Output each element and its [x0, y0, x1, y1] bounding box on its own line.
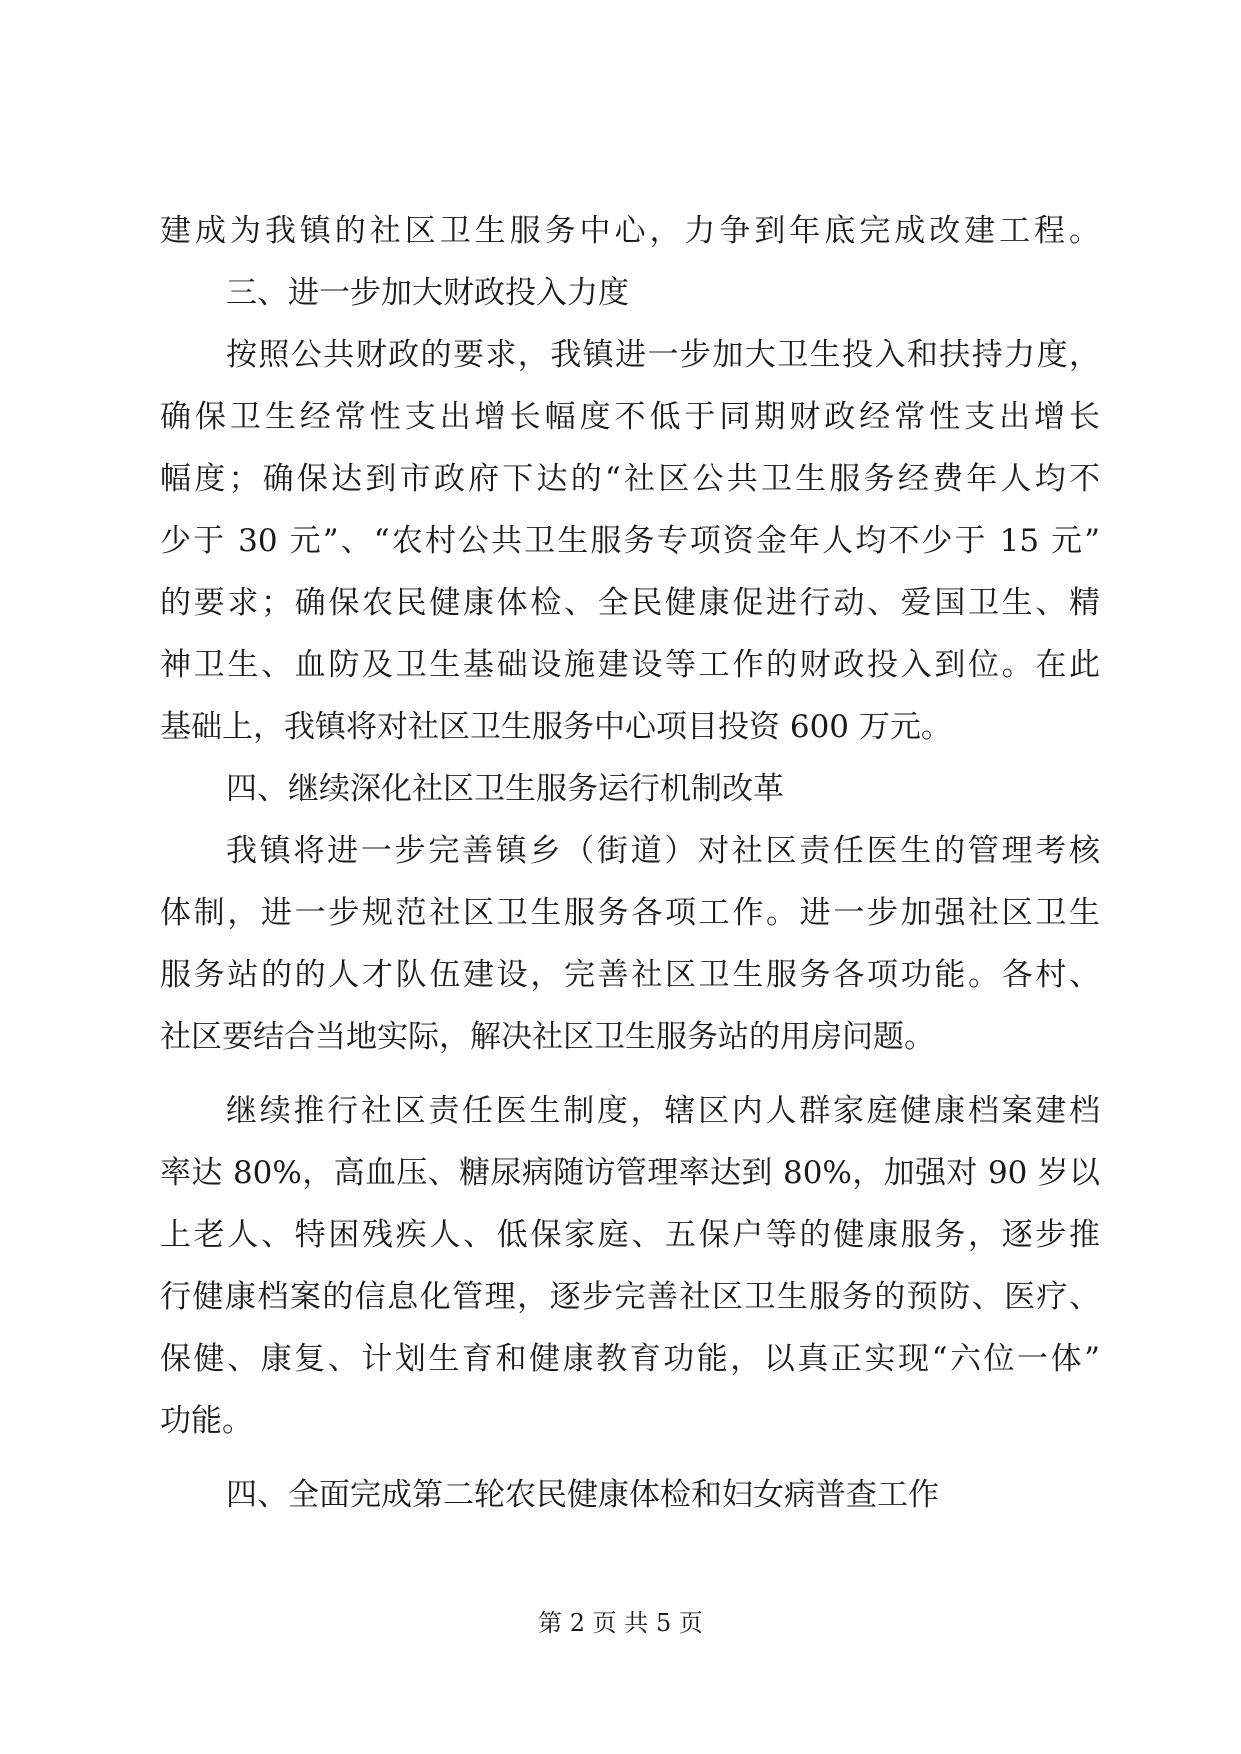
text-line: 上老人、特困残疾人、低保家庭、五保户等的健康服务，逐步推: [160, 1217, 1100, 1253]
text-line: 体制，进一步规范社区卫生服务各项工作。进一步加强社区卫生: [160, 895, 1100, 931]
section-heading-4b: 四、全面完成第二轮农民健康体检和妇女病普查工作: [226, 1477, 939, 1513]
text-line: 确保卫生经常性支出增长幅度不低于同期财政经常性支出增长: [160, 399, 1100, 435]
text-line: 的要求；确保农民健康体检、全民健康促进行动、爱国卫生、精: [160, 585, 1100, 621]
text-line: 基础上，我镇将对社区卫生服务中心项目投资 600 万元。: [160, 709, 952, 745]
text-line: 按照公共财政的要求，我镇进一步加大卫生投入和扶持力度，: [226, 337, 1100, 373]
text-line: 继续推行社区责任医生制度，辖区内人群家庭健康档案建档: [226, 1093, 1100, 1129]
text-line: 我镇将进一步完善镇乡（街道）对社区责任医生的管理考核: [226, 833, 1100, 869]
paragraph-gap: [160, 1068, 1100, 1080]
text-line: 少于 30 元”、“农村公共卫生服务专项资金年人均不少于 15 元”: [160, 523, 1100, 559]
paragraph-gap: [160, 1452, 1100, 1464]
page-number-footer: 第 2 页 共 5 页: [538, 1609, 703, 1637]
section-heading-4: 四、继续深化社区卫生服务运行机制改革: [226, 771, 784, 807]
text-line: 功能。: [160, 1403, 253, 1439]
text-line: 社区要结合当地实际，解决社区卫生服务站的用房问题。: [160, 1019, 935, 1055]
text-line: 服务站的的人才队伍建设，完善社区卫生服务各项功能。各村、: [160, 957, 1100, 993]
section-heading-3: 三、进一步加大财政投入力度: [226, 275, 629, 311]
text-line: 幅度；确保达到市政府下达的“社区公共卫生服务经费年人均不: [160, 461, 1100, 497]
text-line: 神卫生、血防及卫生基础设施建设等工作的财政投入到位。在此: [160, 647, 1100, 683]
text-line: 率达 80%，高血压、糖尿病随访管理率达到 80%，加强对 90 岁以: [160, 1155, 1100, 1191]
document-body: [160, 200, 1100, 1526]
text-line: 保健、康复、计划生育和健康教育功能，以真正实现“六位一体”: [160, 1341, 1100, 1377]
text-line: 建成为我镇的社区卫生服务中心，力争到年底完成改建工程。: [160, 213, 1100, 249]
text-line: 行健康档案的信息化管理，逐步完善社区卫生服务的预防、医疗、: [160, 1279, 1100, 1315]
